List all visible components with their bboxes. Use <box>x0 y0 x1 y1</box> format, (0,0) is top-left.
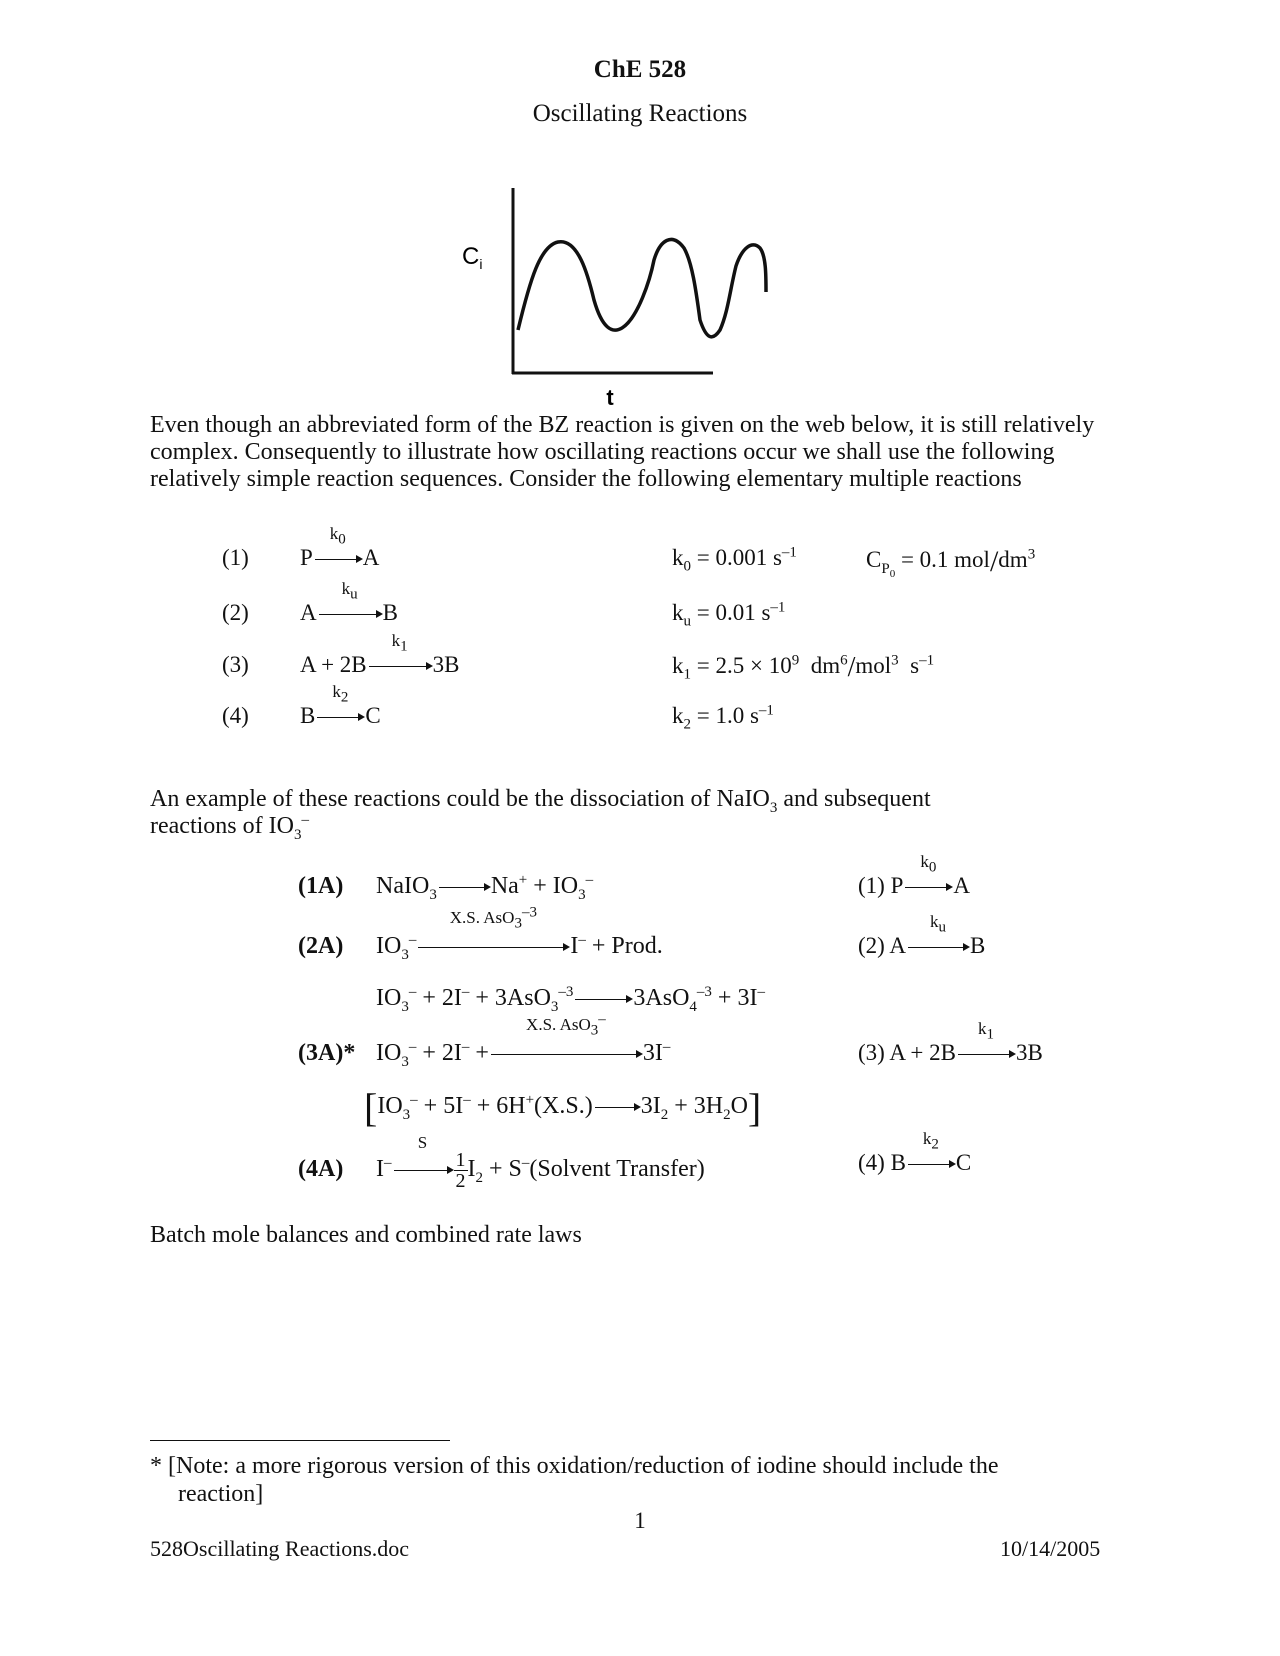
reaction-4A: (4A) I– S $\frac{1}{2}$ $I_2$ + S–(Solvent Transfer) <box>298 1133 705 1192</box>
k2-constant: $k_2 = 1.0$ $s^{-1}$ <box>672 702 774 733</box>
right-reaction-3: (3) A + 2B $k_1$ 3B <box>858 1019 1043 1065</box>
example-paragraph: An example of these reactions could be the dissociation of NaIO$_3$ and subsequent reactions of $IO_3^-$ <box>150 786 931 843</box>
batch-heading: Batch mole balances and combined rate laws <box>150 1222 582 1248</box>
intro-paragraph: Even though an abbreviated form of the BZ reaction is given on the web below, it is still relatively complex. Consequently to illustrate how oscillating reactions occur we shall use the following relatively simple reaction sequences. Consider the following elementary multiple reactions <box>150 412 1095 492</box>
reaction-3A-line2: $[IO_3^- + 5I^- + 6H^+(X.S.) 3I_2 + 3H_2O]$ <box>364 1085 762 1130</box>
footnote: * [Note: a more rigorous version of this oxidation/reduction of iodine should include the reaction] <box>150 1453 999 1507</box>
cp0-constant: $C_{P_0} = 0.1$ mol/$dm^3$ <box>866 545 1036 580</box>
right-reaction-4: (4) B $k_2$ C <box>858 1129 972 1175</box>
k1-constant: $k_1 = 2.5 \times 10^9$ $dm^6/mol^3$ $s^{-1}$ <box>672 652 935 683</box>
ku-constant: $k_u = 0.01$ $s^{-1}$ <box>672 599 786 630</box>
footer-date: 10/14/2005 <box>1000 1536 1101 1561</box>
page-title: ChE 528 <box>593 56 687 83</box>
right-reaction-2: (2) A $k_u$ B <box>858 912 986 958</box>
reaction-4: (4) B $k_2$ C <box>222 682 381 728</box>
footnote-rule <box>150 1440 450 1441</box>
reaction-2A-line2: $IO_3^- + 2I^- + 3AsO_3^{-3}$ 3AsO$_4^{-3}$ + 3I– <box>376 984 765 1015</box>
reaction-1: (1) P $k_0$ A <box>222 524 380 570</box>
reaction-2A: (2A) $IO_3^-$ X.S. AsO$_3^{-3}$ I– + Prod. <box>298 904 663 963</box>
figure-x-label: t <box>606 385 614 410</box>
one-half-fraction: $\frac{1}{2}$ <box>455 1149 466 1192</box>
right-reaction-1: (1) P $k_0$ A <box>858 852 970 898</box>
k0-constant: $k_0 = 0.001$ $s^{-1}$ <box>672 544 797 575</box>
footer-filename: 528Oscillating Reactions.doc <box>150 1536 410 1561</box>
figure-y-label: $C_i$ <box>462 243 483 272</box>
reaction-1A: (1A) NaIO$_3$ $Na^+ + IO_3^-$ <box>298 872 594 903</box>
reaction-3: (3) A + 2B $k_1$ 3B <box>222 631 460 677</box>
oscillation-figure <box>460 180 800 410</box>
reaction-2: (2) A $k_u$ B <box>222 579 398 625</box>
figure-curve <box>518 239 766 336</box>
page-number: 1 <box>634 1508 646 1533</box>
page-subtitle: Oscillating Reactions <box>532 100 748 127</box>
reaction-3A: (3A)* $IO_3^- + 2I^-$ + X.S. AsO$_3$– 3I– <box>298 1011 671 1070</box>
